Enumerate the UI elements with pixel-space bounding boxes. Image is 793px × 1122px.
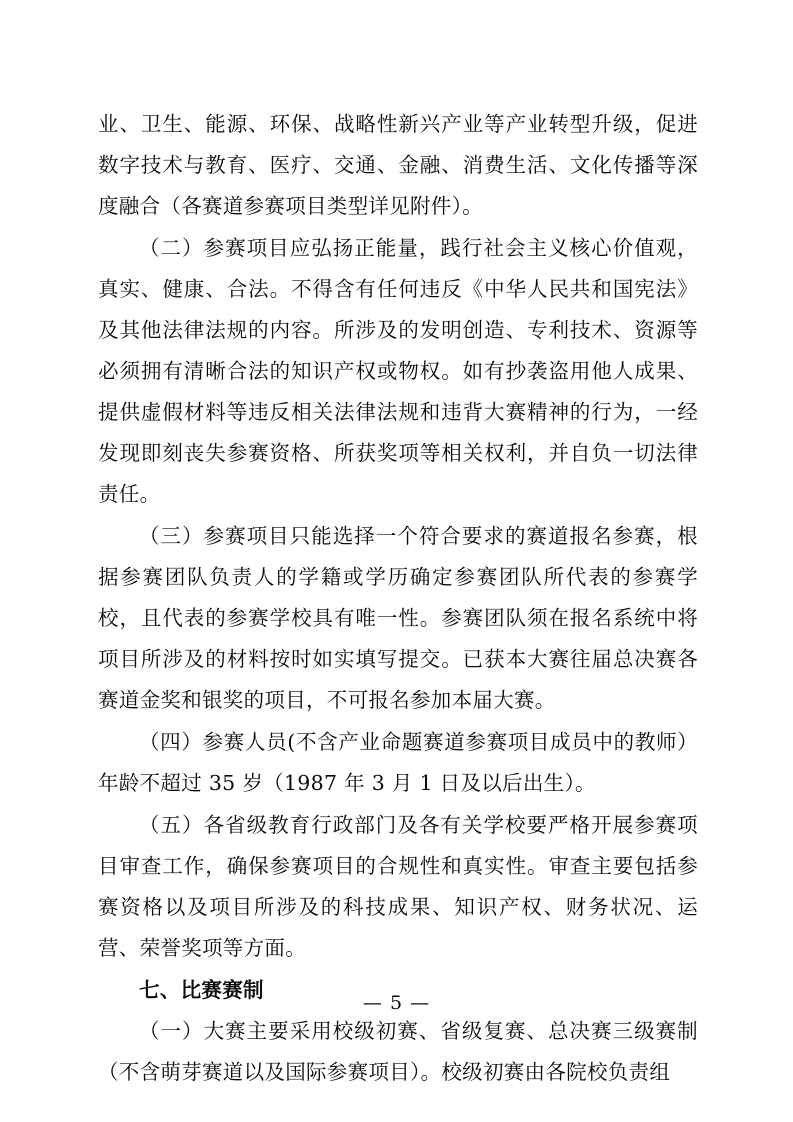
paragraph-item-three: （三）参赛项目只能选择一个符合要求的赛道报名参赛，根据参赛团队负责人的学籍或学历确定参赛团队所代表的参赛学校，且代表的参赛学校具有唯一性。参赛团队须在报名系统中将项目所涉及的材料按时如实填写提交。已获本大赛往届总决赛各赛道金奖和银奖的项目，不可报名参加本届大赛。 [98, 524, 698, 712]
paragraph-continued-text: 业、卫生、能源、环保、战略性新兴产业等产业转型升级，促进数字技术与教育、医疗、交通、金融、消费生活、文化传播等深度融合（各赛道参赛项目类型详见附件）。 [98, 112, 698, 218]
paragraph-item-two: （二）参赛项目应弘扬正能量，践行社会主义核心价值观，真实、健康、合法。不得含有任何违反《中华人民共和国宪法》及其他法律法规的内容。所涉及的发明创造、专利技术、资源等必须拥有清晰合法的知识产权或物权。如有抄袭盗用他人成果、提供虚假材料等违反相关法律法规和违背大赛精神的行为，一经发现即刻丧失参赛资格、所获奖项等相关权利，并自负一切法律责任。 [98, 236, 698, 506]
paragraph-item-four: （四）参赛人员(不含产业命题赛道参赛项目成员中的教师）年龄不超过 35 岁（1987 年 3 月 1 日及以后出生）。 [98, 730, 698, 795]
page-number: — 5 — [362, 992, 431, 1014]
paragraph-item-five: （五）各省级教育行政部门及各有关学校要严格开展参赛项目审查工作，确保参赛项目的合规性和真实性。审查主要包括参赛资格以及项目所涉及的科技成果、知识产权、财务状况、运营、荣誉奖项等方面。 [98, 813, 698, 960]
section-heading-seven: 七、比赛赛制 [139, 978, 264, 1002]
document-body [98, 104, 698, 1094]
paragraph-section-seven-item-one: （一）大赛主要采用校级初赛、省级复赛、总决赛三级赛制（不含萌芽赛道以及国际参赛项目）。校级初赛由各院校负责组 [98, 1019, 698, 1084]
